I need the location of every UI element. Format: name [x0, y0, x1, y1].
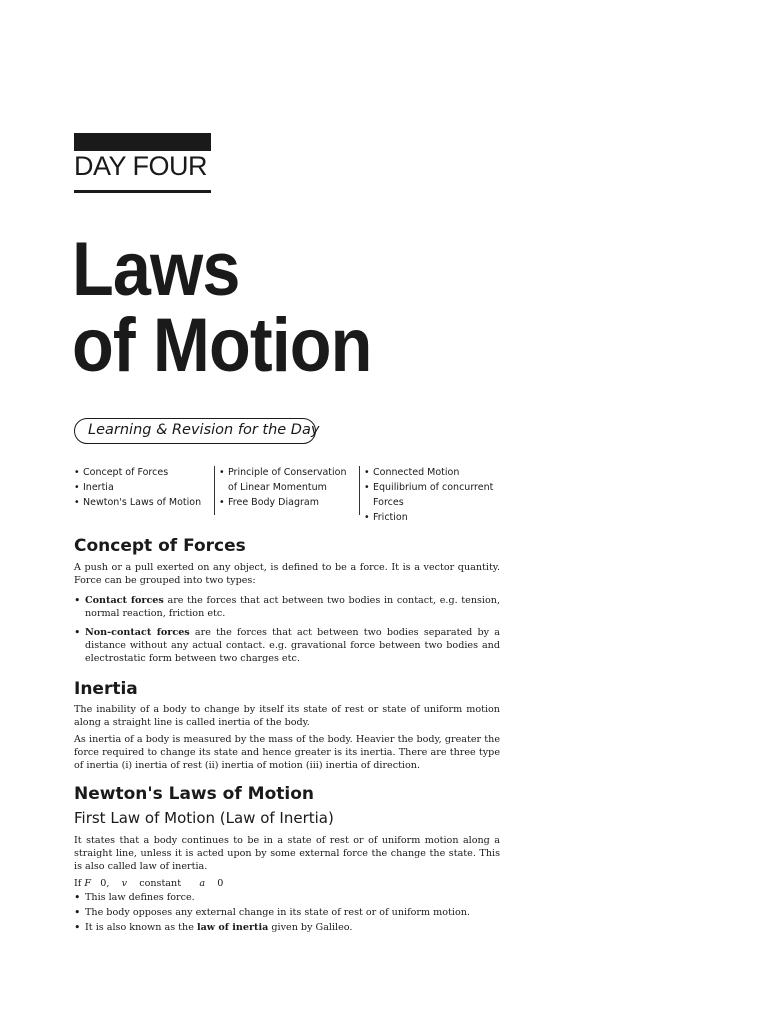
topics-column-1 — [74, 465, 209, 510]
section-heading-inertia: Inertia — [74, 679, 138, 699]
subheading-first-law: First Law of Motion (Law of Inertia) — [74, 809, 334, 827]
column-divider — [214, 466, 215, 515]
topic-item: • Concept of Forces — [74, 465, 209, 480]
topic-item: • Connected Motion — [364, 465, 524, 480]
first-law-para: It states that a body continues to be in a state of rest or of uniform motion along a straight line, unless it is acted upon by some external force the change the state. This is also called law of inertia. — [74, 835, 500, 873]
eq-velocity-symbol: v — [121, 878, 127, 889]
section-heading-newton: Newton's Laws of Motion — [74, 784, 314, 804]
bullet-noncontact-forces — [74, 626, 500, 666]
inertia-para-2: As inertia of a body is measured by the mass of the body. Heavier the body, greater the force required to change its state and hence greater is its inertia. There are three type of inertia (i) inertia of rest (ii) inertia of motion (iii) inertia of direction. — [74, 734, 500, 772]
topic-item: • Newton's Laws of Motion — [74, 495, 209, 510]
topic-item: • Free Body Diagram — [219, 495, 354, 510]
term-law-of-inertia: law of inertia — [196, 922, 269, 933]
chapter-title — [72, 227, 372, 388]
noncontact-desc: are the forces that act between two bodies separated by a distance without any actual contact. e.g. gravational force between two bodies and electrostatic form between two charges etc. — [85, 627, 500, 665]
header-bar — [74, 133, 211, 151]
pill-label: Learning & Revision for the Day — [88, 422, 320, 438]
eq-force-symbol: F — [84, 878, 92, 889]
title-line-1: Laws — [72, 227, 240, 312]
topic-item: • Friction — [364, 510, 524, 525]
day-label: DAY FOUR — [74, 151, 208, 181]
topic-item: • Equilibrium of concurrent Forces — [364, 480, 524, 510]
term-noncontact: Non-contact forces — [85, 627, 190, 638]
topic-item: • Inertia — [74, 480, 209, 495]
concept-intro: A push or a pull exerted on any object, is defined to be a force. It is a vector quantity. Force can be grouped into two types: — [74, 562, 500, 587]
title-line-2: of Motion — [72, 303, 372, 388]
first-law-equation — [74, 877, 223, 890]
bullet-text: given by Galileo. — [268, 922, 353, 933]
topic-item: • Principle of Conservation of Linear Momentum — [219, 465, 354, 495]
day-underline — [74, 190, 211, 193]
bullet-contact-forces — [74, 594, 500, 620]
column-divider — [359, 466, 360, 515]
topics-column-2 — [219, 465, 354, 510]
topics-column-3 — [364, 465, 524, 525]
bullet-text: It is also known as the — [85, 922, 197, 933]
first-law-bullet-1: • This law defines force. — [74, 891, 500, 904]
eq-if: If — [74, 878, 85, 889]
contact-desc: are the forces that act between two bodies in contact, e.g. tension, normal reaction, friction etc. — [85, 595, 501, 620]
inertia-para-1: The inability of a body to change by itself its state of rest or state of uniform motion along a straight line is called inertia of the body. — [74, 704, 500, 729]
eq-part: constant — [127, 878, 200, 889]
first-law-bullet-3 — [74, 921, 500, 934]
first-law-bullet-2: • The body opposes any external change in its state of rest or of uniform motion. — [74, 906, 500, 919]
learning-revision-pill — [74, 418, 320, 444]
eq-acceleration-symbol: a — [199, 878, 206, 889]
eq-part: 0, — [91, 878, 122, 889]
term-contact: Contact forces — [85, 595, 164, 606]
section-heading-concept: Concept of Forces — [74, 536, 246, 556]
eq-part: 0 — [205, 878, 224, 889]
